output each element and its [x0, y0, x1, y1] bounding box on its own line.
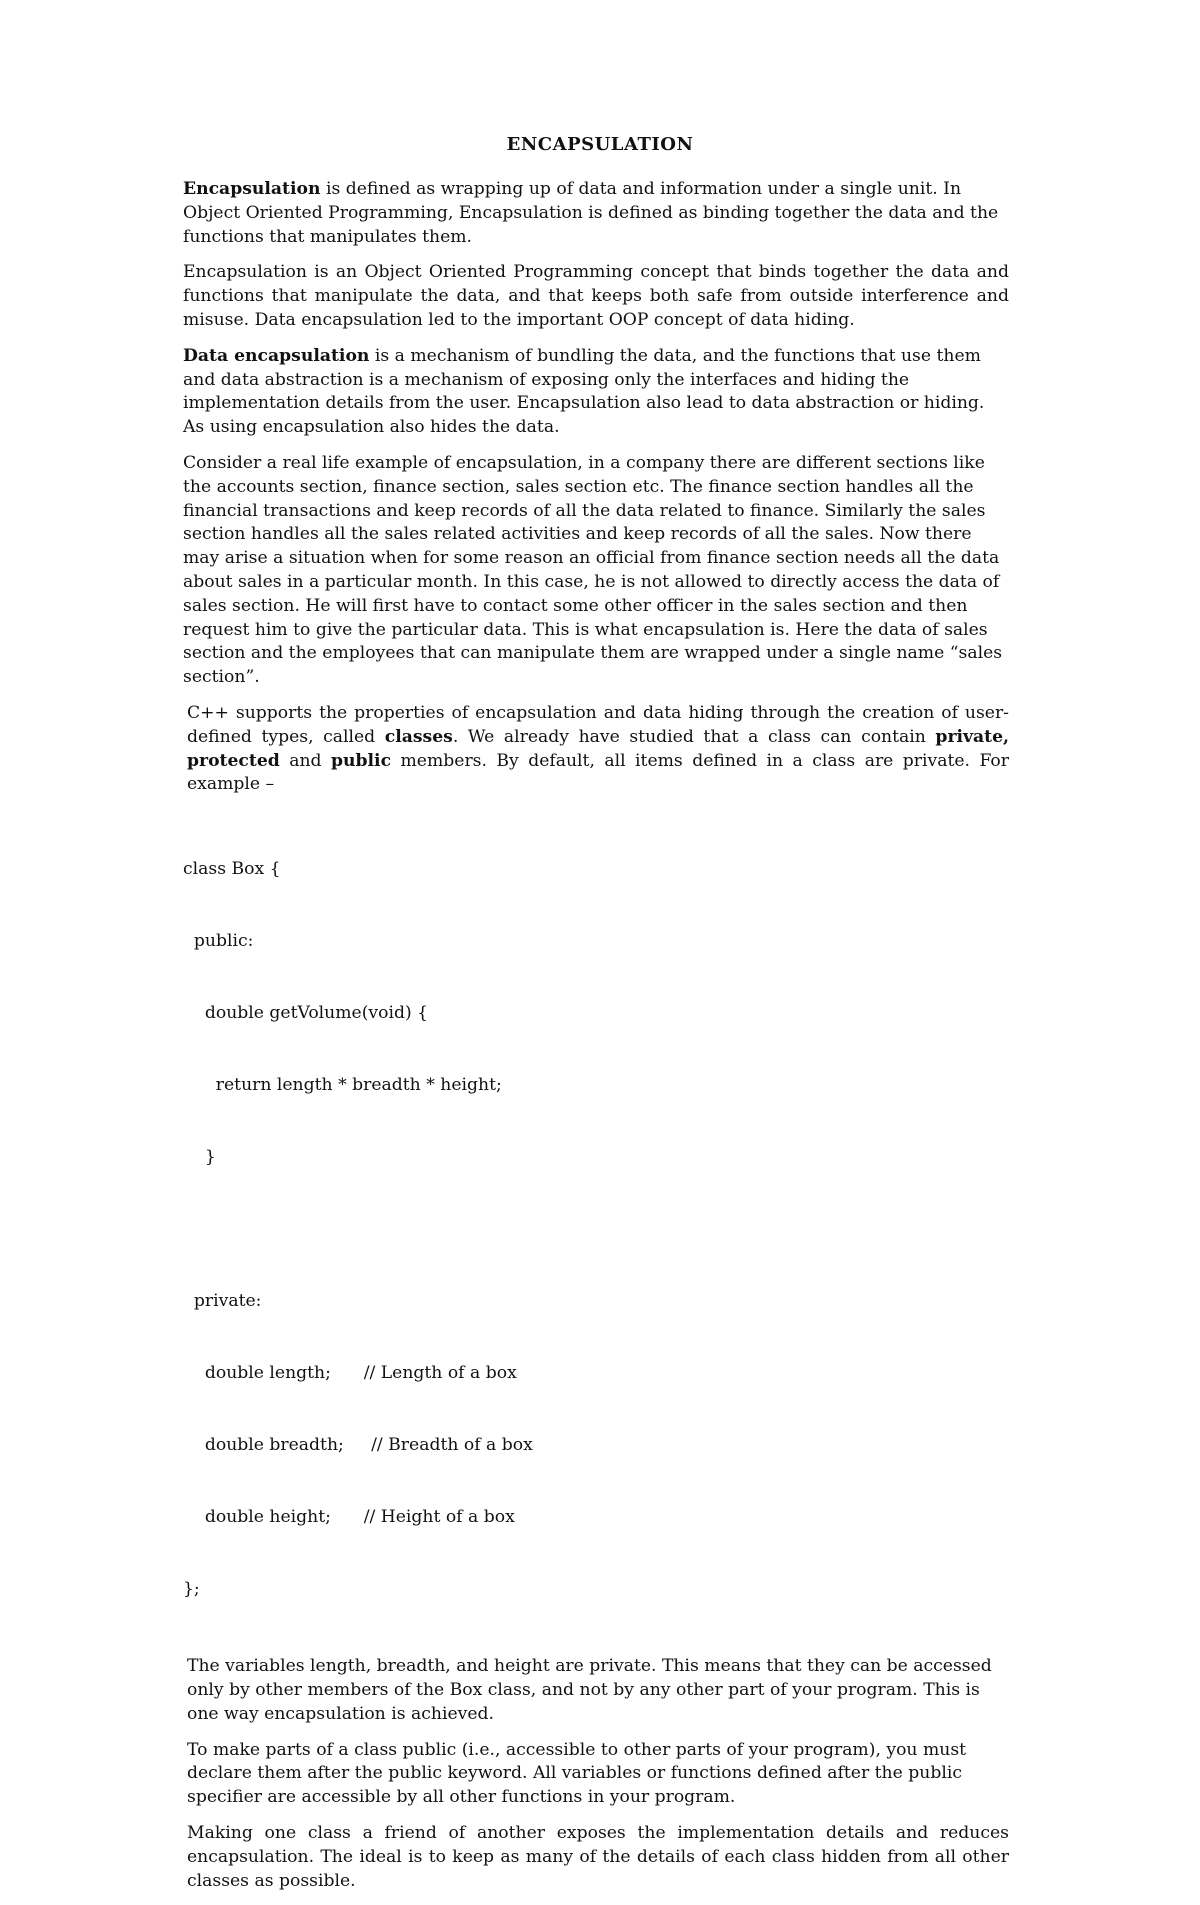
paragraph-text: members. By default, all items defined in a class are private. For example –: [187, 750, 1009, 795]
paragraph-text: is defined as wrapping up of data and information under a single unit. In Object Oriented Programming, Encapsulation is defined as binding together the data and the functions that manipulates them.: [183, 179, 999, 247]
code-line: return length * breadth * height;: [183, 1075, 502, 1096]
code-line: double length; // Length of a box: [183, 1363, 517, 1384]
paragraph-data-encapsulation: [183, 345, 1009, 440]
code-example: [183, 809, 1009, 1649]
code-line: double height; // Height of a box: [183, 1507, 515, 1528]
paragraph-friend-classes: Making one class a friend of another exposes the implementation details and reduces encapsulation. The ideal is to keep as many of the details of each class hidden from all other classes as possible.: [187, 1822, 1009, 1891]
code-line: [183, 1217, 1009, 1241]
paragraph-real-life-example: Consider a real life example of encapsulation, in a company there are different sections like the accounts section, finance section, sales section etc. The finance section handles all the financial transactions and keep records of all the data related to finance. Similarly the sales section handles all the sales related activities and keep records of all the sales. Now there may arise a situation when for some reason an official from finance section needs all the data about sales in a particular month. In this case, he is not allowed to directly access the data of sales section. He will first have to contact some other officer in the sales section and then request him to give the particular data. This is what encapsulation is. Here the data of sales section and the employees that can manipulate them are wrapped under a single name “sales section”.: [183, 452, 1003, 688]
code-line: double breadth; // Breadth of a box: [183, 1435, 533, 1456]
page-title: ENCAPSULATION: [506, 134, 694, 155]
code-line: }: [183, 1147, 216, 1168]
term-public: public: [331, 750, 392, 771]
paragraph-text: . We already have studied that a class can contain: [452, 726, 936, 747]
code-line: };: [183, 1579, 200, 1600]
paragraph-private-variables: The variables length, breadth, and height are private. This means that they can be accessed only by other members of the Box class, and not by any other part of your program. This is one way encapsulation is achieved.: [187, 1656, 992, 1724]
term-encapsulation: Encapsulation: [183, 179, 321, 199]
code-line: class Box {: [183, 859, 281, 880]
code-line: private:: [183, 1291, 262, 1312]
paragraph-text: C++ supports the properties of encapsulation and data hiding through the creation of user-defined types, called: [187, 702, 1009, 747]
paragraph-cpp-classes: [183, 702, 1009, 797]
paragraph-text: is a mechanism of bundling the data, and the functions that use them and data abstraction is a mechanism of exposing only the interfaces and hiding the implementation details from the user. Encapsulation also lead to data abstraction or hiding. As using encapsulation also hides the data.: [183, 345, 985, 438]
term-data-encapsulation: Data encapsulation: [183, 345, 370, 366]
paragraph-encapsulation-definition: [183, 178, 1009, 249]
term-classes: classes: [384, 726, 453, 747]
code-line: double getVolume(void) {: [183, 1003, 429, 1024]
paragraph-text: and: [279, 750, 331, 771]
document-body: [183, 178, 1009, 1905]
paragraph-public-members: To make parts of a class public (i.e., accessible to other parts of your program), you must declare them after the public keyword. All variables or functions defined after the public specifier are accessible by all other functions in your program.: [187, 1739, 967, 1808]
paragraph-oop-concept: Encapsulation is an Object Oriented Programming concept that binds together the data and functions that manipulate the data, and that keeps both safe from outside interference and misuse. Data encapsulation led to the important OOP concept of data hiding.: [183, 262, 1009, 330]
term-private-protected: private, protected: [187, 726, 1010, 771]
code-line: public:: [183, 931, 254, 952]
